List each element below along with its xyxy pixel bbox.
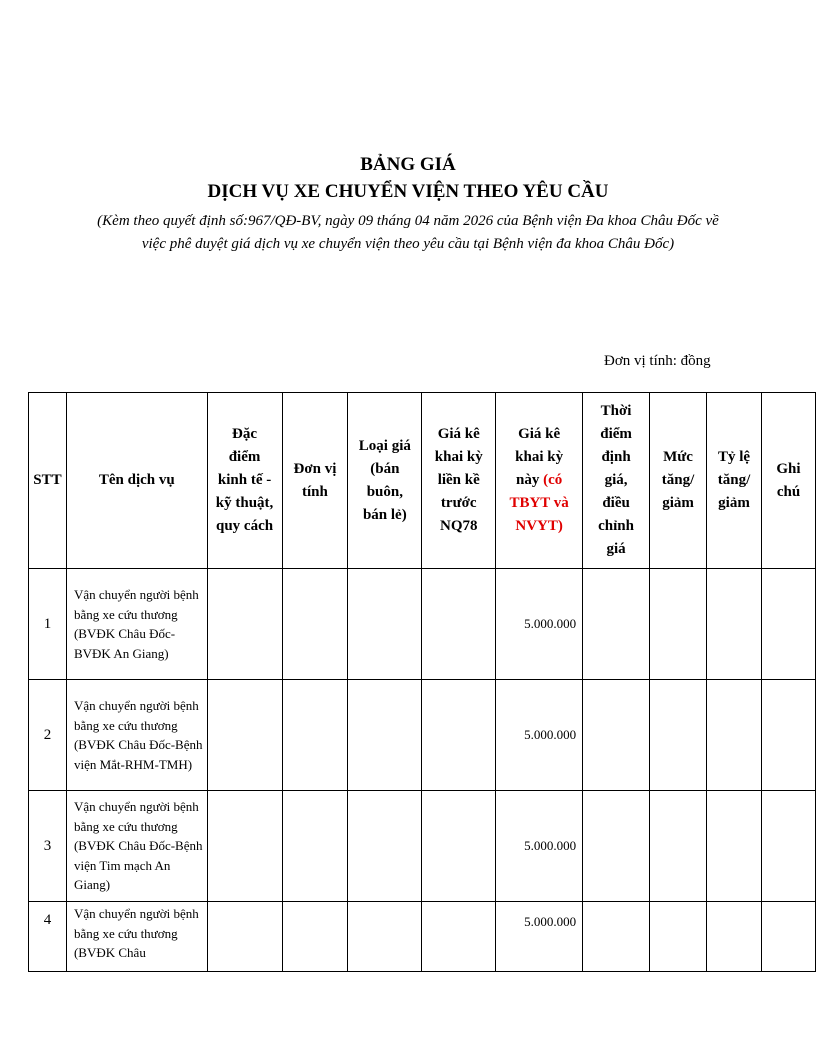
header-curr-price-main: Giá kê khai kỳ này [515,426,564,488]
row-service-name: Vận chuyển người bệnh bằng xe cứu thương (BVĐK Châu [66,902,207,972]
row-spec [207,791,282,902]
row-pricing-time [583,569,650,680]
row-service-name: Vận chuyển người bệnh bằng xe cứu thương (BVĐK Châu Đốc-Bệnh viện Tim mạch An Giang) [66,791,207,902]
row-pricing-time [583,791,650,902]
price-table [28,392,816,972]
row-change-level [650,569,707,680]
row-pricing-time [583,680,650,791]
row-prev-price [422,791,496,902]
header-note: Ghi chú [761,393,815,569]
row-prev-price [422,902,496,972]
row-curr-price: 5.000.000 [496,791,583,902]
row-spec [207,569,282,680]
header-price-type: Loại giá (bán buôn, bán lẻ) [348,393,422,569]
row-change-rate [707,791,762,902]
document-title: BẢNG GIÁ [360,154,456,175]
row-note [761,791,815,902]
header-unit: Đơn vị tính [282,393,348,569]
row-price-type [348,569,422,680]
row-spec [207,902,282,972]
row-unit [282,902,348,972]
row-change-level [650,791,707,902]
row-prev-price [422,569,496,680]
row-unit [282,791,348,902]
row-note [761,902,815,972]
row-unit [282,569,348,680]
table-row [29,791,816,902]
header-change-level: Mức tăng/ giảm [650,393,707,569]
header-pricing-time: Thời điểm định giá, điều chỉnh giá [583,393,650,569]
row-change-rate [707,902,762,972]
header-prev-price: Giá kê khai kỳ liền kề trước NQ78 [422,393,496,569]
table-row [29,902,816,972]
row-stt: 4 [29,902,67,972]
row-change-level [650,902,707,972]
row-curr-price: 5.000.000 [496,569,583,680]
header-spec: Đặc điểm kinh tế - kỹ thuật, quy cách [207,393,282,569]
row-stt: 1 [29,569,67,680]
row-price-type [348,680,422,791]
header-change-rate: Tỷ lệ tăng/ giảm [707,393,762,569]
row-unit [282,680,348,791]
row-change-level [650,680,707,791]
row-prev-price [422,680,496,791]
row-price-type [348,902,422,972]
row-spec [207,680,282,791]
currency-unit: Đơn vị tính: đồng [604,353,711,369]
row-change-rate [707,569,762,680]
row-change-rate [707,680,762,791]
row-service-name: Vận chuyển người bệnh bằng xe cứu thương (BVĐK Châu Đốc-BVĐK An Giang) [66,569,207,680]
table-row [29,680,816,791]
row-price-type [348,791,422,902]
document-subtitle: DỊCH VỤ XE CHUYỂN VIỆN THEO YÊU CẦU [207,181,609,202]
table-row [29,569,816,680]
row-note [761,569,815,680]
header-curr-price-red: (có TBYT và NVYT) [509,472,569,534]
row-stt: 2 [29,680,67,791]
row-service-name: Vận chuyển người bệnh bằng xe cứu thương (BVĐK Châu Đốc-Bệnh viện Mắt-RHM-TMH) [66,680,207,791]
row-note [761,680,815,791]
row-stt: 3 [29,791,67,902]
header-stt: STT [29,393,67,569]
row-curr-price: 5.000.000 [496,680,583,791]
header-name: Tên dịch vụ [66,393,207,569]
table-header-row [29,393,816,569]
row-curr-price: 5.000.000 [496,902,583,972]
row-pricing-time [583,902,650,972]
document-note: (Kèm theo quyết định số:967/QĐ-BV, ngày 09 tháng 04 năm 2026 của Bệnh viện Đa khoa Châu Đốc về việc phê duyệt giá dịch vụ xe chuyển viện theo yêu cầu tại Bệnh viện đa khoa Châu Đốc) [97,213,719,252]
header-curr-price [496,393,583,569]
